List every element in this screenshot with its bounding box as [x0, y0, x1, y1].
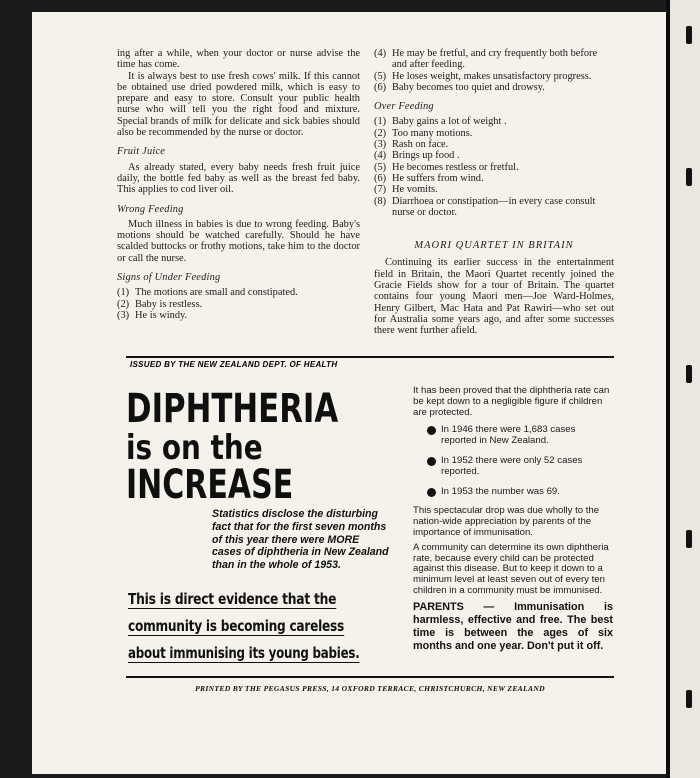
headline-is-on-the: is on the	[126, 428, 263, 468]
diphtheria-facts-column	[413, 386, 613, 658]
list-item: (1) The motions are small and constipated.	[117, 287, 298, 299]
milk-paragraph: It is always best to use fresh cows' milk. If this cannot be obtained use dried powdered milk, which is easy to prepare and easy to store. Consult your public health nurse who will tell you the right food and mixture. Special brands of milk for delicate and sick babies should also be recommended by the nurse or doctor.	[117, 70, 360, 139]
list-item: (5) He loses weight, makes unsatisfactory progress.	[374, 70, 592, 82]
under-feeding-list	[117, 287, 360, 321]
headline-increase: INCREASE	[126, 462, 294, 508]
parents-paragraph: PARENTS — Immunisation is harmless, effective and free. The best time is between the ages of six months and one year. Don't put it off.	[413, 600, 613, 653]
drop-paragraph: This spectacular drop was due wholly to the nation-wide appreciation by parents of the importance of immunisation.	[413, 505, 600, 538]
list-item: (6) Baby becomes too quiet and drowsy.	[374, 81, 545, 93]
list-item: (6) He suffers from wind.	[374, 172, 484, 184]
list-item: (2) Baby is restless.	[117, 298, 203, 310]
page-gutter	[666, 0, 670, 778]
evidence-line: This is direct evidence that the	[128, 590, 337, 608]
list-item: (3) Rash on face.	[374, 139, 449, 151]
list-item: (7) He vomits.	[374, 184, 438, 196]
list-item: (8) Diarrhoea or constipation—in every case consult nurse or doctor.	[374, 195, 596, 218]
fruit-juice-paragraph: As already stated, every baby needs fresh fruit juice daily, the bottle fed baby as well as the breast fed baby. This applies to cod liver oil.	[117, 161, 360, 196]
footer-divider	[126, 676, 614, 678]
binding-mark	[686, 26, 692, 44]
list-item: (4) He may be fretful, and cry frequently both before and after feeding.	[374, 48, 598, 71]
list-item: (2) Too many motions.	[374, 127, 473, 139]
fruit-juice-heading: Fruit Juice	[117, 146, 166, 158]
binding-mark	[686, 168, 692, 186]
statistic-bullet: In 1953 the number was 69.	[427, 487, 613, 498]
bullet-icon	[427, 457, 436, 466]
facing-page-edge	[668, 0, 700, 778]
maori-quartet-heading: MAORI QUARTET IN BRITAIN	[414, 240, 574, 252]
under-feeding-heading: Signs of Under Feeding	[117, 272, 221, 284]
wrong-feeding-heading: Wrong Feeding	[117, 203, 184, 215]
wrong-feeding-paragraph: Much illness in babies is due to wrong feeding. Baby's motions should be watched carefully. Should he have scalded buttocks or frothy motions, take him to the doctor or call the nurse.	[117, 218, 360, 264]
right-article-column	[374, 48, 614, 337]
list-item: (1) Baby gains a lot of weight .	[374, 116, 507, 128]
binding-mark	[686, 530, 692, 548]
left-article-column	[117, 48, 360, 321]
proven-paragraph: It has been proved that the diphtheria rate can be kept down to a negligible figure if children are protected.	[413, 385, 610, 418]
bullet-icon	[427, 426, 436, 435]
evidence-line: community is becoming careless	[128, 617, 345, 635]
under-feeding-list-continued	[374, 48, 614, 93]
binding-mark	[686, 690, 692, 708]
maori-quartet-paragraph: Continuing its earlier success in the entertainment field in Britain, the Maori Quartet recently joined the Gracie Fields show for a tour of Britain. The quartet contains four young Maori men—Joe Ward-Holmes, Henry Gilbert, Mac Hata and Pat Rawiri—who set out for Australia some years ago, and after some successes there went further afield.	[374, 257, 614, 337]
list-item: (5) He becomes restless or fretful.	[374, 161, 519, 173]
statistic-bullet: In 1946 there were 1,683 cases reported in New Zealand.	[427, 425, 613, 447]
community-paragraph: A community can determine its own diphtheria rate, because every child can be protected against this disease. But to keep it down to a minimum level at least seven out of every ten children in a community must be immunised.	[413, 541, 609, 596]
over-feeding-list	[374, 116, 614, 218]
issued-by-line: ISSUED BY THE NEW ZEALAND DEPT. OF HEALTH	[130, 360, 338, 369]
over-feeding-heading: Over Feeding	[374, 101, 434, 113]
evidence-line: about immunising its young babies.	[128, 644, 360, 662]
binding-mark	[686, 365, 692, 383]
list-item: (3) He is windy.	[117, 309, 188, 321]
intro-paragraph: ing after a while, when your doctor or nurse advise the time has come.	[117, 48, 360, 71]
headline-diphtheria: DIPHTHERIA	[126, 386, 339, 432]
bullet-icon	[427, 488, 436, 497]
statistic-bullet: In 1952 there were only 52 cases reported.	[427, 456, 613, 478]
list-item: (4) Brings up food .	[374, 150, 460, 162]
section-divider	[126, 356, 614, 358]
statistics-paragraph: Statistics disclose the disturbing fact that for the first seven months of this year there were MORE cases of diphtheria in New Zealand than in the whole of 1953.	[212, 508, 389, 572]
printer-credit: PRINTED BY THE PEGASUS PRESS, 14 OXFORD TERRACE, CHRISTCHURCH, NEW ZEALAND	[195, 684, 545, 693]
